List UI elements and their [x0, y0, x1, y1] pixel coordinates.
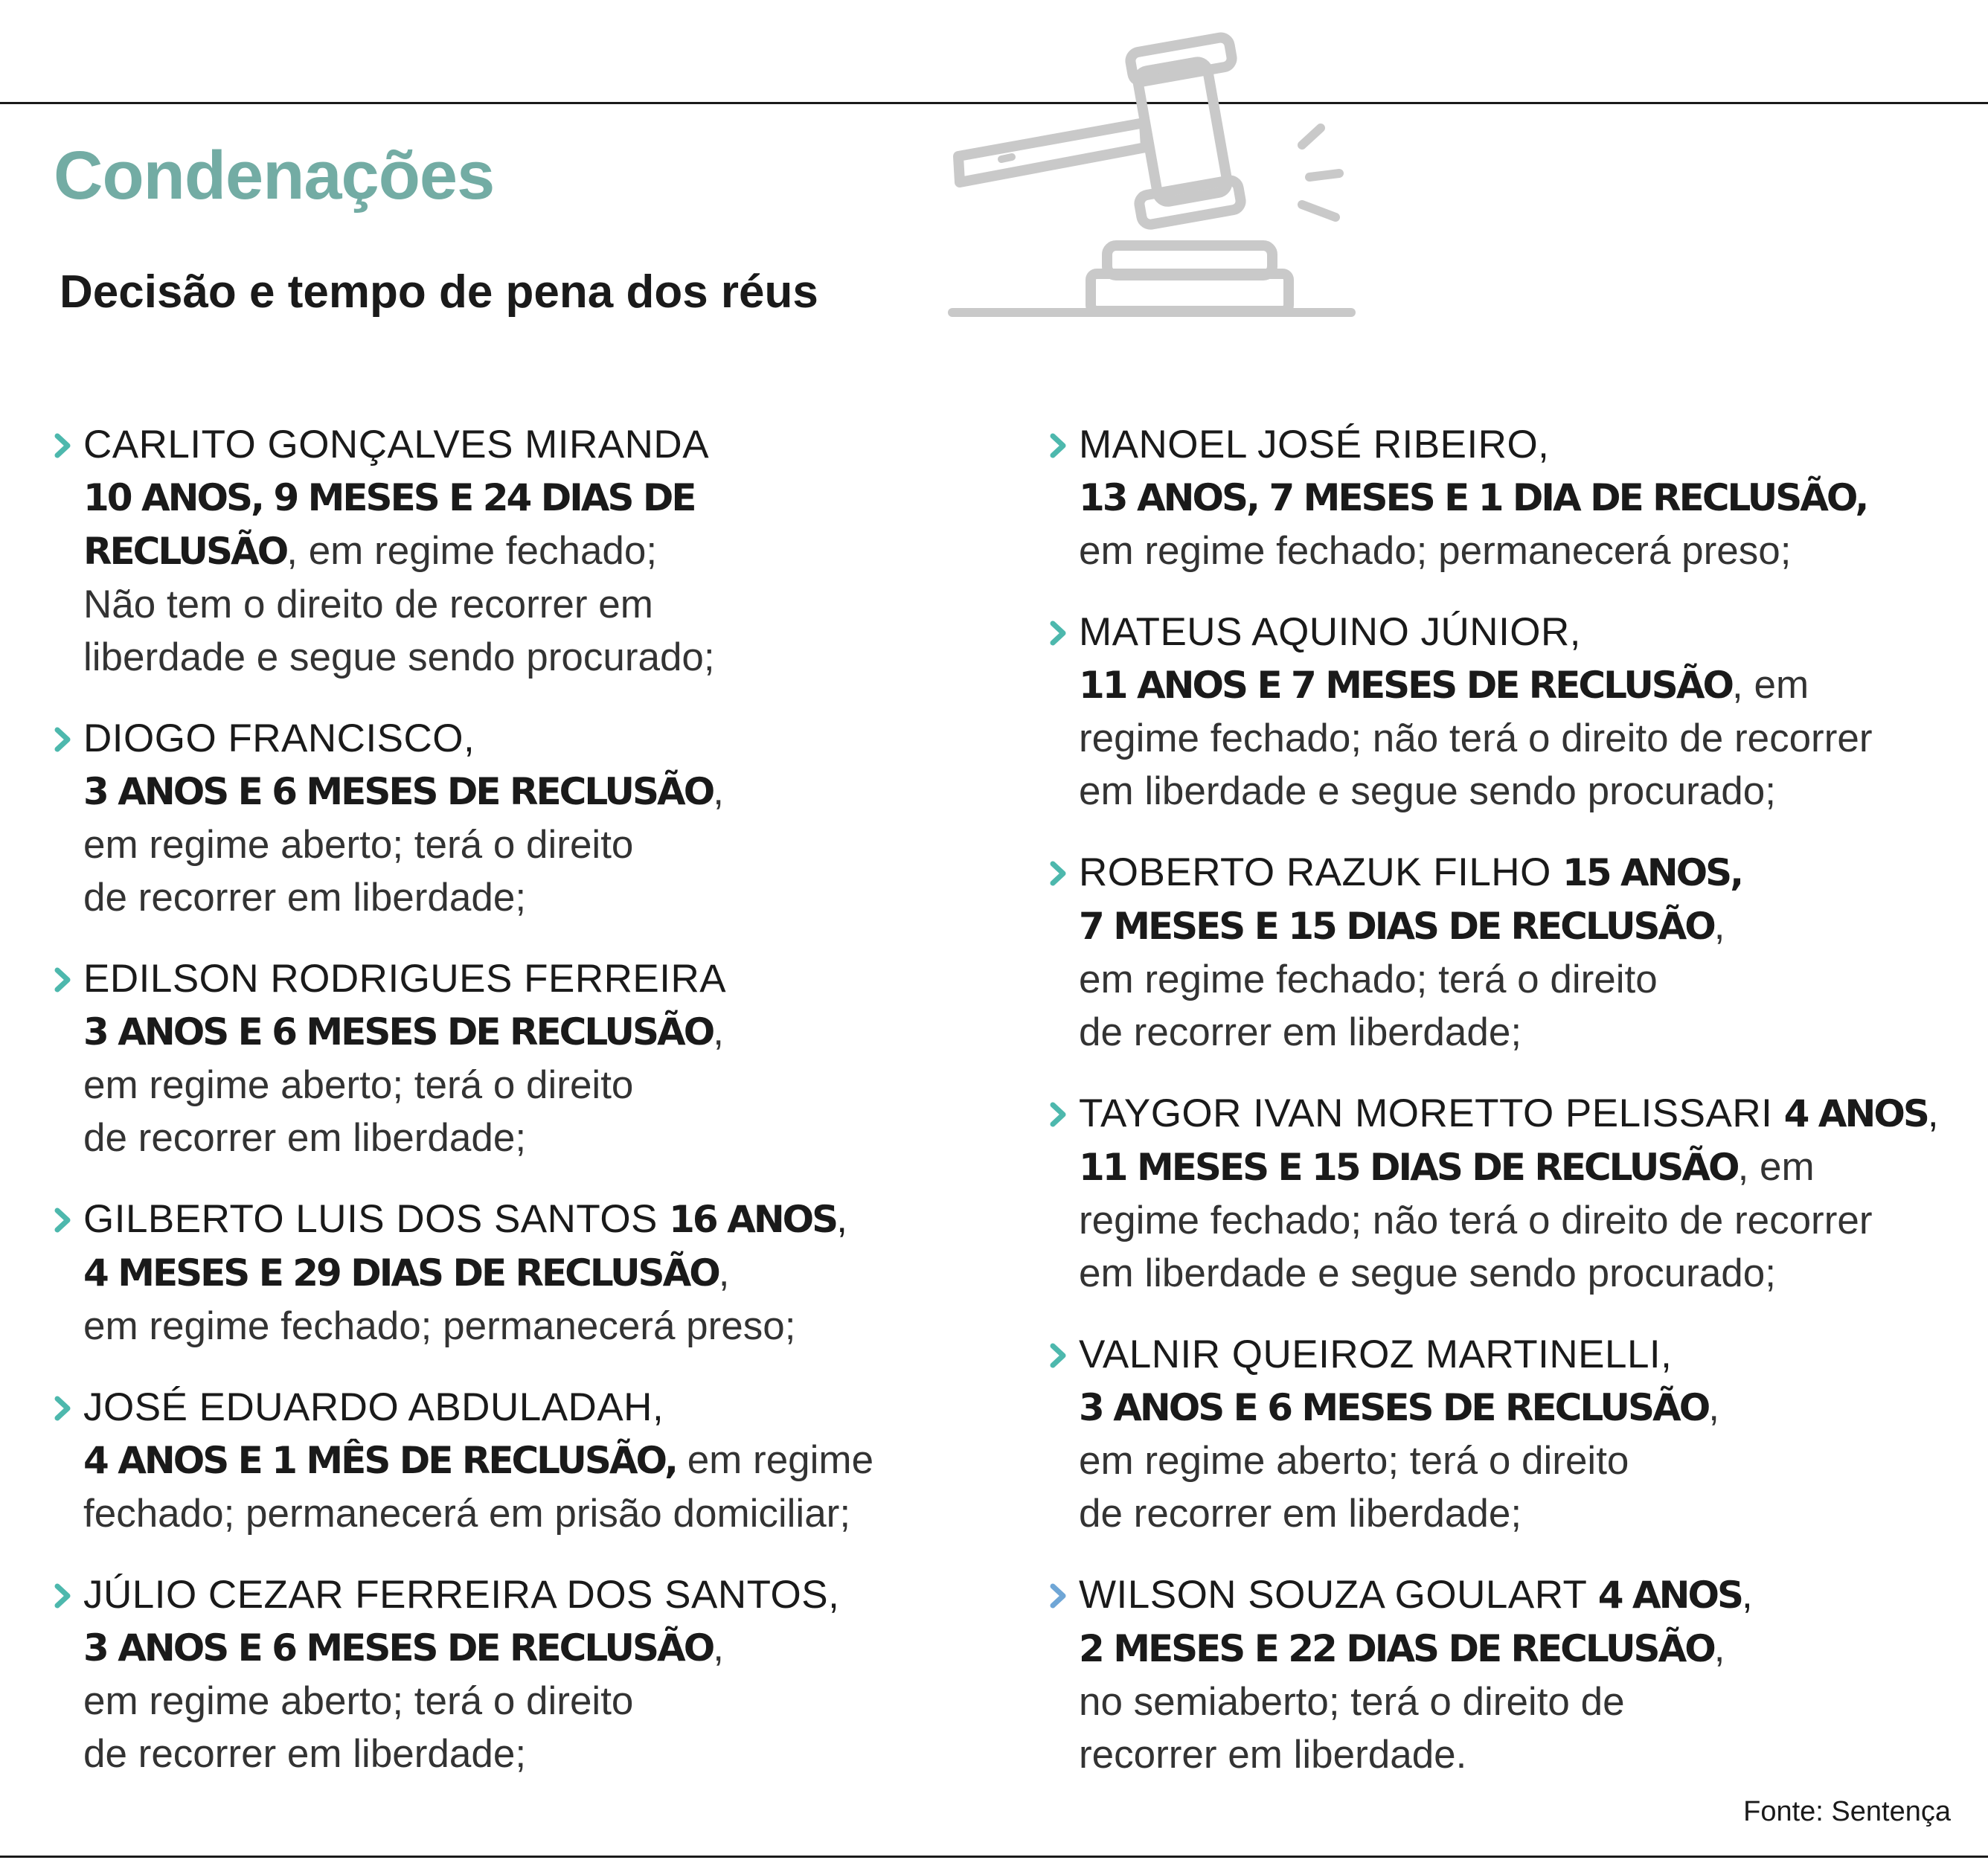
defendant-name: WILSON SOUZA GOULART [1079, 1573, 1598, 1617]
description-line: em liberdade e segue sendo procurado; [1079, 769, 1776, 813]
sentence-text: 2 MESES E 22 DIAS DE RECLUSÃO [1079, 1627, 1714, 1670]
punctuation: , [713, 769, 724, 813]
defendant-name: GILBERTO LUIS DOS SANTOS [83, 1197, 670, 1241]
description-line: em regime aberto; terá o direito [83, 1679, 634, 1723]
defendant-name: DIOGO FRANCISCO, [83, 716, 475, 760]
regime-text: , em [1732, 663, 1809, 707]
description-line: de recorrer em liberdade; [1079, 1492, 1522, 1536]
sentence-text: 3 ANOS E 6 MESES DE RECLUSÃO [83, 1626, 714, 1670]
chevron-right-icon [1049, 1102, 1068, 1127]
description-line: em liberdade e segue sendo procurado; [1079, 1251, 1776, 1295]
description-line: recorrer em liberdade. [1079, 1733, 1467, 1777]
description-line: liberdade e segue sendo procurado; [83, 635, 715, 679]
description-line: em regime aberto; terá o direito [83, 823, 634, 867]
chevron-right-icon [1049, 1343, 1068, 1368]
defendant-entry [54, 1381, 946, 1540]
chevron-right-icon [54, 1396, 73, 1421]
defendant-name: JOSÉ EDUARDO ABDULADAH, [83, 1385, 664, 1429]
description-line: no semiaberto; terá o direito de [1079, 1680, 1625, 1724]
chevron-right-icon [54, 967, 73, 992]
defendant-name: VALNIR QUEIROZ MARTINELLI, [1079, 1333, 1673, 1376]
description-line: de recorrer em liberdade; [83, 1116, 527, 1160]
defendant-entry [1049, 846, 1979, 1059]
source-credit: Fonte: Sentença [1743, 1796, 1951, 1827]
right-column [1049, 418, 1979, 1809]
sentence-text: 11 ANOS E 7 MESES DE RECLUSÃO [1079, 664, 1733, 707]
punctuation: , [1741, 1573, 1753, 1617]
sentence-text: 15 ANOS, [1562, 851, 1742, 894]
description-line: de recorrer em liberdade; [83, 1732, 527, 1776]
description-line: regime fechado; não terá o direito de recorrer [1079, 716, 1873, 760]
sentence-text: 11 MESES E 15 DIAS DE RECLUSÃO [1079, 1146, 1738, 1189]
punctuation: , [713, 1626, 724, 1670]
description-line: Não tem o direito de recorrer em [83, 583, 653, 626]
chevron-right-icon [1049, 433, 1068, 458]
defendant-entry [54, 1568, 946, 1780]
defendant-entry [54, 418, 946, 684]
defendant-name: TAYGOR IVAN MORETTO PELISSARI [1079, 1091, 1784, 1135]
description-line: em regime fechado; permanecerá preso; [1079, 529, 1792, 573]
defendant-name: CARLITO GONÇALVES MIRANDA [83, 423, 710, 466]
sentence-text: 3 ANOS E 6 MESES DE RECLUSÃO [83, 1010, 714, 1054]
defendant-name: EDILSON RODRIGUES FERREIRA [83, 957, 727, 1001]
defendant-entry [1049, 1328, 1979, 1540]
punctuation: , [718, 1251, 730, 1295]
chevron-right-icon [54, 1583, 73, 1609]
defendant-entry [54, 712, 946, 924]
defendant-entry [1049, 1568, 1979, 1781]
sentence-text: 4 ANOS [1597, 1574, 1742, 1617]
left-column [54, 418, 946, 1809]
description-line: em regime aberto; terá o direito [1079, 1439, 1629, 1483]
chevron-right-icon [54, 433, 73, 458]
regime-text: , em regime fechado; [286, 529, 658, 573]
chevron-right-icon [1049, 861, 1068, 886]
sentence-text: 3 ANOS E 6 MESES DE RECLUSÃO [83, 770, 714, 813]
description-line: de recorrer em liberdade; [1079, 1010, 1522, 1054]
defendant-entry [54, 1193, 946, 1353]
punctuation: , [1713, 1626, 1725, 1670]
defendant-entry [54, 952, 946, 1164]
description-line: em regime fechado; permanecerá preso; [83, 1304, 796, 1348]
description-line: de recorrer em liberdade; [83, 876, 527, 920]
regime-text: em regime [676, 1438, 874, 1482]
description-line: em regime aberto; terá o direito [83, 1063, 634, 1107]
punctuation: , [1713, 904, 1725, 948]
regime-text: , em [1737, 1145, 1815, 1189]
punctuation: , [836, 1197, 847, 1241]
sentence-text: 10 ANOS, 9 MESES E 24 DIAS DE [83, 476, 695, 519]
chevron-right-icon [1049, 1583, 1068, 1609]
punctuation: , [713, 1010, 724, 1054]
sentence-text: 3 ANOS E 6 MESES DE RECLUSÃO [1079, 1386, 1709, 1429]
defendant-entry [1049, 606, 1979, 818]
chevron-right-icon [1049, 620, 1068, 646]
description-line: fechado; permanecerá em prisão domiciliar; [83, 1492, 851, 1536]
sentence-text: RECLUSÃO [83, 530, 287, 573]
defendant-name: JÚLIO CEZAR FERREIRA DOS SANTOS, [83, 1573, 840, 1617]
chevron-right-icon [54, 727, 73, 752]
defendant-entry [1049, 418, 1979, 577]
description-line: regime fechado; não terá o direito de recorrer [1079, 1199, 1873, 1242]
sentence-text: 7 MESES E 15 DIAS DE RECLUSÃO [1079, 905, 1714, 948]
sentence-text: 16 ANOS [669, 1198, 837, 1241]
page-subtitle: Decisão e tempo de pena dos réus [60, 266, 818, 318]
gavel-icon [945, 15, 1362, 327]
sentence-text: 4 ANOS E 1 MÊS DE RECLUSÃO, [83, 1439, 676, 1482]
sentence-text: 13 ANOS, 7 MESES E 1 DIA DE RECLUSÃO, [1079, 476, 1867, 519]
chevron-right-icon [54, 1208, 73, 1233]
punctuation: , [1708, 1385, 1719, 1429]
sentence-text: 4 ANOS [1783, 1092, 1928, 1135]
defendant-name: MANOEL JOSÉ RIBEIRO, [1079, 423, 1550, 466]
description-line: em regime fechado; terá o direito [1079, 958, 1658, 1001]
punctuation: , [1927, 1091, 1939, 1135]
bottom-rule [0, 1856, 1988, 1858]
defendant-name: MATEUS AQUINO JÚNIOR, [1079, 610, 1582, 654]
defendant-entry [1049, 1087, 1979, 1300]
sentence-text: 4 MESES E 29 DIAS DE RECLUSÃO [83, 1251, 719, 1295]
defendant-name: ROBERTO RAZUK FILHO [1079, 850, 1563, 894]
page-title: Condenações [54, 138, 495, 214]
